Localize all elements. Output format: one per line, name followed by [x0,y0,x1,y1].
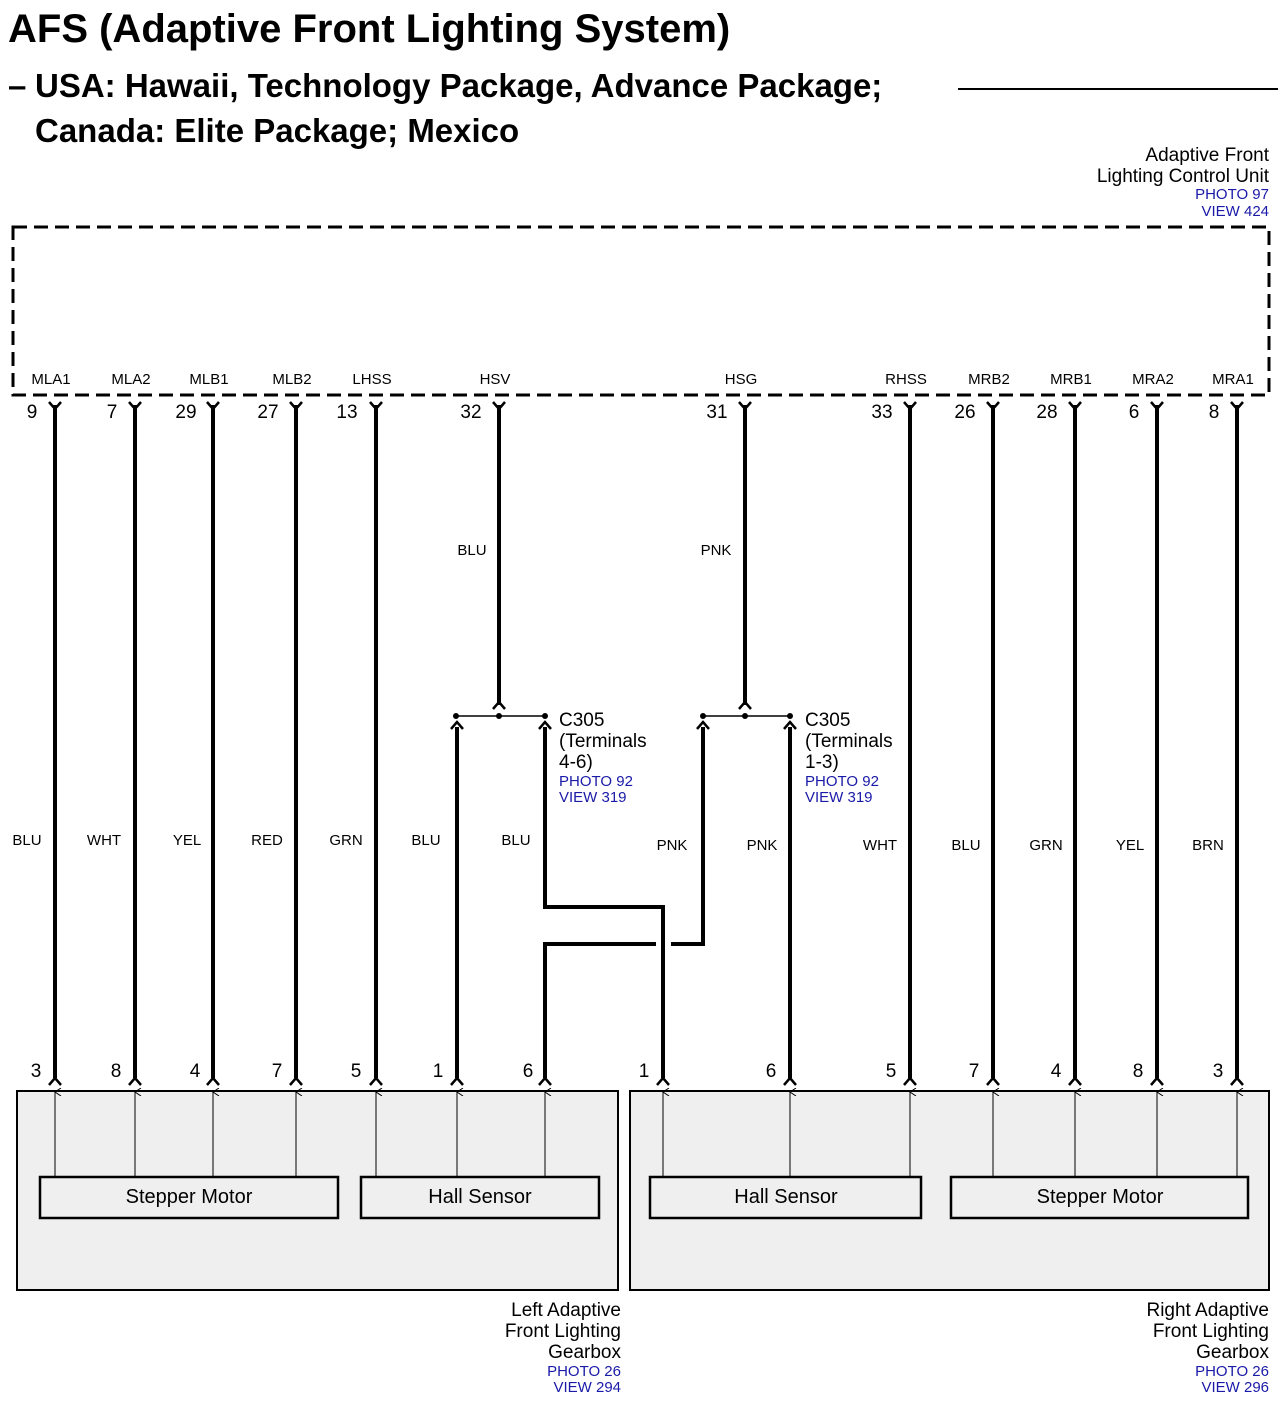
splice-left-terminals-1: (Terminals [559,731,647,752]
wire-color-lower-5: GRN [329,832,363,849]
pin-number-hsv: 32 [460,402,482,423]
splice-right-photo-link[interactable]: PHOTO 92 [805,773,879,790]
gearbox-pin-number-4: 7 [271,1061,283,1082]
right-gearbox-name-1: Right Adaptive [1146,1300,1269,1321]
splice-right-terminals-2: 1-3) [805,752,839,773]
subtitle-line-1: USA: Hawaii, Technology Package, Advance Package; [35,67,883,104]
control-unit-label [1097,145,1270,220]
left-gearbox-name-2: Front Lighting [504,1321,621,1342]
gearbox-pin-number-8: 1 [638,1061,650,1082]
connector-gearbox-6 [451,1078,463,1085]
pin-number-rhss: 33 [871,402,893,423]
right-gearbox-name-3: Gearbox [1196,1342,1269,1363]
pin-number-mla2: 7 [106,402,118,423]
splice-right-name: C305 [805,710,851,731]
gearbox-pin-number-10: 5 [885,1061,897,1082]
connector-gearbox-1 [49,1078,61,1085]
right-stepper-motor-label: Stepper Motor [1036,1186,1164,1208]
wire-pnk-cross-to-left-hall [545,944,656,1078]
pin-number-mra2: 6 [1128,402,1140,423]
connector-gearbox-5 [370,1078,382,1085]
pin-label-rhss: RHSS [885,371,927,388]
wire-color-lower-12: GRN [1029,837,1063,854]
pin-label-hsv: HSV [479,371,511,388]
wire-color-lower-7: BLU [501,832,531,849]
left-gearbox-view-link[interactable]: VIEW 294 [553,1379,621,1396]
wire-color-lower-4: RED [251,832,283,849]
left-gearbox-label [505,1300,622,1396]
gearbox-pin-number-6: 1 [432,1061,444,1082]
left-gearbox-name-1: Left Adaptive [511,1300,621,1321]
pin-number-mrb1: 28 [1036,402,1058,423]
connector-gearbox-10 [904,1078,916,1085]
wire-color-lower-3: YEL [172,832,202,849]
splice-left-name: C305 [559,710,605,731]
left-gearbox-name-3: Gearbox [548,1342,621,1363]
pin-number-mla1: 9 [26,402,38,423]
control-unit-view-link[interactable]: VIEW 424 [1201,203,1269,220]
wire-color-lower-10: WHT [862,837,898,854]
pin-number-mlb2: 27 [257,402,279,423]
connector-gearbox-2 [129,1078,141,1085]
right-gearbox-name-2: Front Lighting [1152,1321,1269,1342]
gearbox-pin-number-7: 6 [522,1061,534,1082]
right-hall-sensor-label: Hall Sensor [734,1186,838,1208]
gearbox-pin-number-9: 6 [765,1061,777,1082]
right-gearbox-view-link[interactable]: VIEW 296 [1201,1379,1269,1396]
right-gearbox-photo-link[interactable]: PHOTO 26 [1195,1363,1269,1380]
lower-wire-colors [12,832,1223,854]
wire-color-hsv: BLU [457,542,487,559]
connector-gearbox-4 [290,1078,302,1085]
splice-c305-right [697,702,893,806]
connector-gearbox-3 [207,1078,219,1085]
gearbox-pin-number-12: 4 [1050,1061,1062,1082]
splice-left-terminals-2: 4-6) [559,752,593,773]
gearbox-pin-number-1: 3 [30,1061,42,1082]
pin-label-lhss: LHSS [352,371,392,388]
pin-label-mrb1: MRB1 [1050,371,1092,388]
wire-color-lower-8: PNK [656,837,688,854]
connector-gearbox-13 [1151,1078,1163,1085]
connector-gearbox-8 [657,1078,669,1085]
subtitle-line-2: Canada: Elite Package; Mexico [35,112,520,149]
splice-right-view-link[interactable]: VIEW 319 [805,789,873,806]
pin-label-mra1: MRA1 [1212,371,1254,388]
splice-right-terminals-1: (Terminals [805,731,893,752]
wire-color-hsg: PNK [700,542,732,559]
wire-color-lower-13: YEL [1115,837,1145,854]
page-title: AFS (Adaptive Front Lighting System) [8,7,731,51]
left-stepper-motor-label: Stepper Motor [125,1186,253,1208]
pin-label-mlb2: MLB2 [272,371,312,388]
wire-color-lower-2: WHT [86,832,122,849]
pin-label-mrb2: MRB2 [968,371,1010,388]
gearbox-pin-number-11: 7 [968,1061,980,1082]
wire-color-lower-11: BLU [951,837,981,854]
pin-label-mlb1: MLB1 [189,371,229,388]
pin-number-mra1: 8 [1208,402,1220,423]
pin-label-mra2: MRA2 [1132,371,1174,388]
splice-c305-left [451,702,647,806]
gearbox-pin-number-2: 8 [110,1061,122,1082]
control-unit-pins [27,371,1254,423]
gearbox-pin-number-13: 8 [1132,1061,1144,1082]
left-gearbox-photo-link[interactable]: PHOTO 26 [547,1363,621,1380]
control-unit-name-1: Adaptive Front [1145,145,1269,166]
wire-color-lower-9: PNK [746,837,778,854]
pin-label-mla1: MLA1 [31,371,71,388]
pin-number-mrb2: 26 [954,402,976,423]
gearbox-pin-number-14: 3 [1212,1061,1224,1082]
gearbox-pin-number-5: 5 [350,1061,362,1082]
left-hall-sensor-label: Hall Sensor [428,1186,532,1208]
control-unit-photo-link[interactable]: PHOTO 97 [1195,186,1269,203]
pin-number-mlb1: 29 [175,402,197,423]
wire-pnk-cross-upper [671,727,703,944]
connector-gearbox-12 [1069,1078,1081,1085]
wire-color-lower-1: BLU [12,832,42,849]
pin-label-mla2: MLA2 [111,371,151,388]
connector-gearbox-7 [539,1078,551,1085]
pin-number-hsg: 31 [706,402,728,423]
gearbox-pin-number-3: 4 [189,1061,201,1082]
control-unit-box [13,227,1269,395]
splice-left-view-link[interactable]: VIEW 319 [559,789,627,806]
wire-color-lower-14: BRN [1192,837,1224,854]
subtitle-dash: – [8,67,27,104]
pin-label-hsg: HSG [724,371,758,388]
right-gearbox-label [1146,1300,1269,1396]
splice-left-photo-link[interactable]: PHOTO 92 [559,773,633,790]
wire-color-lower-6: BLU [411,832,441,849]
pin-number-lhss: 13 [336,402,358,423]
connector-gearbox-11 [987,1078,999,1085]
connector-gearbox-9 [784,1078,796,1085]
control-unit-name-2: Lighting Control Unit [1096,166,1269,187]
connector-gearbox-14 [1231,1078,1243,1085]
